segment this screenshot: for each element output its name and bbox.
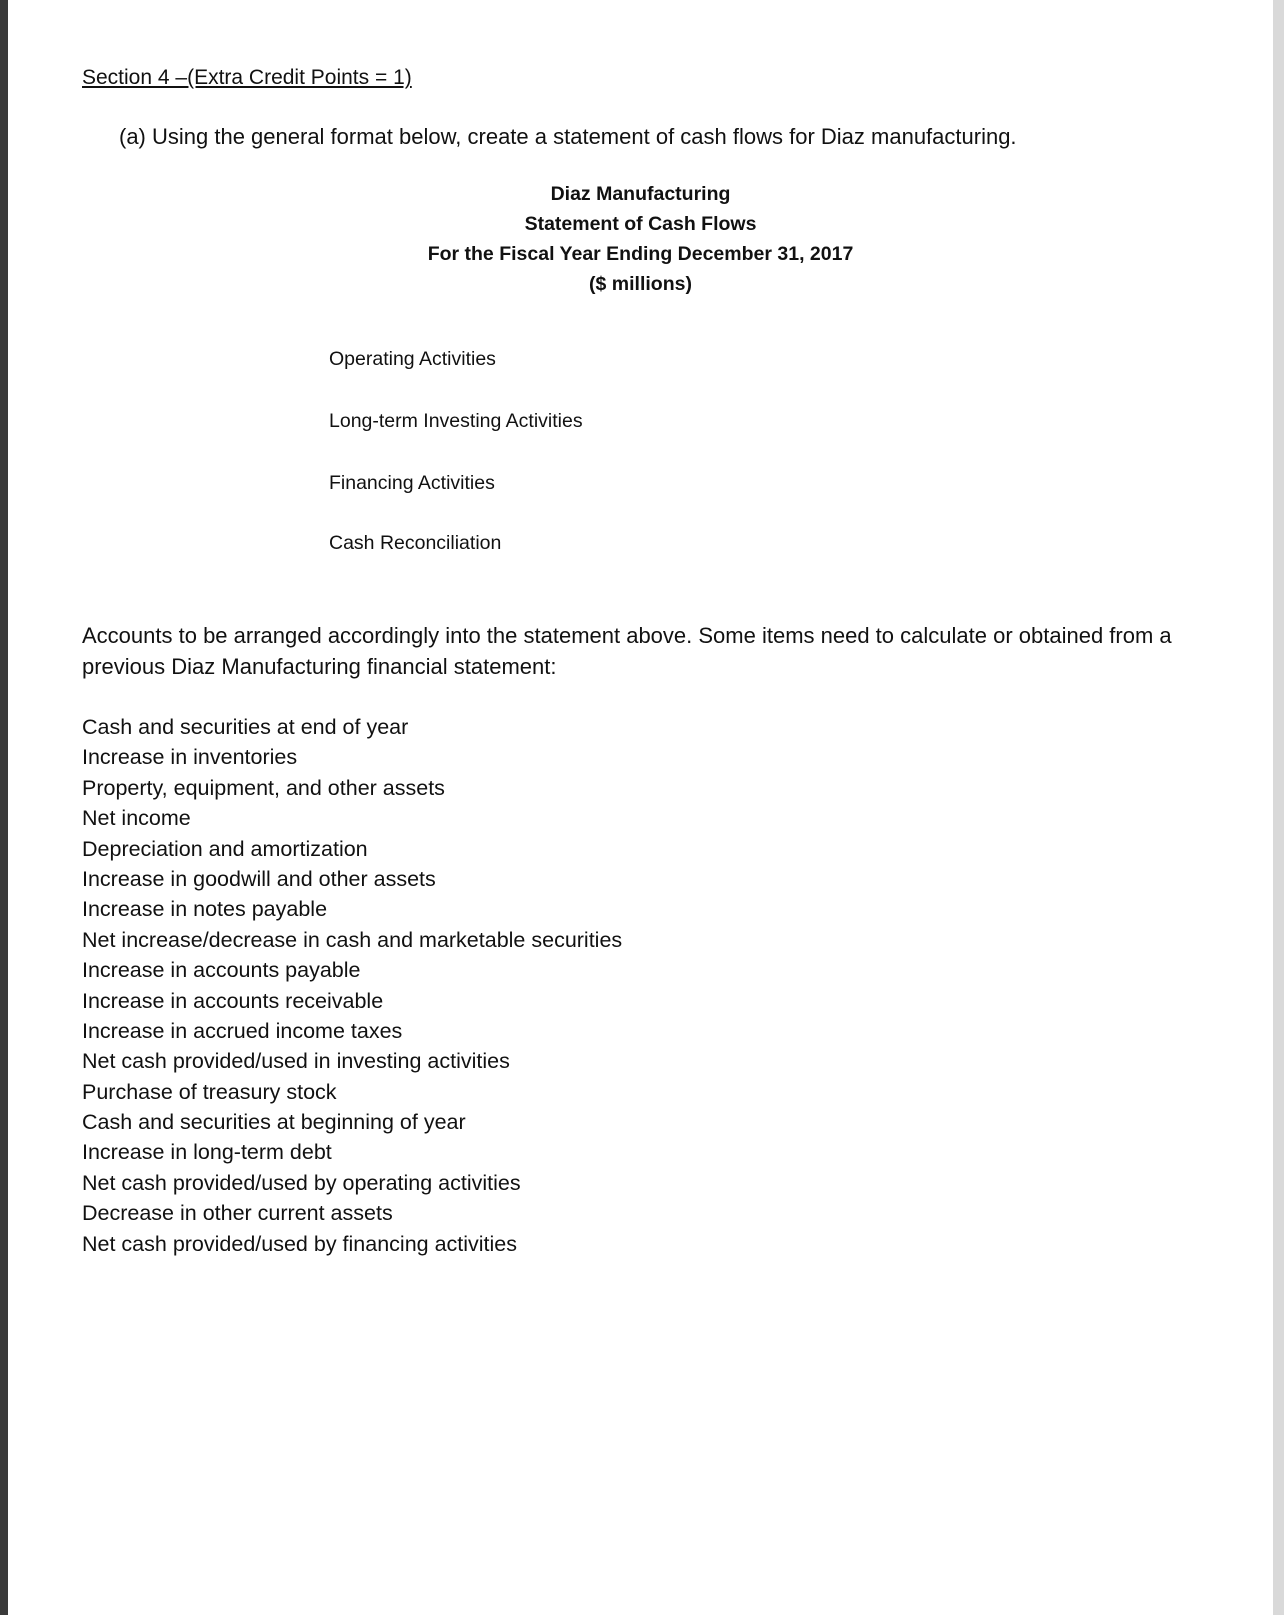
accounts-list <box>82 712 622 1259</box>
account-item: Increase in long-term debt <box>82 1140 332 1165</box>
section-operating-activities: Operating Activities <box>329 348 496 370</box>
account-item: Purchase of treasury stock <box>82 1079 337 1104</box>
page-edge <box>1273 0 1284 1615</box>
account-item: Increase in accounts receivable <box>82 988 384 1013</box>
account-item: Increase in accrued income taxes <box>82 1018 403 1043</box>
account-item: Depreciation and amortization <box>82 836 368 861</box>
statement-company: Diaz Manufacturing <box>550 183 731 205</box>
question-text: (a) Using the general format below, create a statement of cash flows for Diaz manufacturing. <box>119 124 1017 149</box>
account-item: Net cash provided/used by financing activities <box>82 1231 518 1256</box>
account-item: Increase in inventories <box>82 745 298 770</box>
account-item: Increase in accounts payable <box>82 958 361 983</box>
document-page <box>8 0 1274 1615</box>
account-item: Net income <box>82 806 191 831</box>
account-item: Cash and securities at beginning of year <box>82 1110 466 1135</box>
section-investing-activities: Long-term Investing Activities <box>329 410 583 432</box>
account-item: Cash and securities at end of year <box>82 715 409 739</box>
account-item: Increase in notes payable <box>82 897 328 922</box>
statement-title: Statement of Cash Flows <box>524 213 757 235</box>
account-item: Decrease in other current assets <box>82 1201 393 1226</box>
account-item: Net increase/decrease in cash and marketable securities <box>82 927 623 952</box>
statement-units: ($ millions) <box>589 273 692 295</box>
account-item: Net cash provided/used in investing activities <box>82 1049 510 1074</box>
section-financing-activities: Financing Activities <box>329 472 495 494</box>
account-item: Net cash provided/used by operating activities <box>82 1170 521 1195</box>
account-item: Increase in goodwill and other assets <box>82 866 436 891</box>
section-title: Section 4 –(Extra Credit Points = 1) <box>82 66 412 89</box>
account-item: Property, equipment, and other assets <box>82 775 445 800</box>
statement-period: For the Fiscal Year Ending December 31, 2017 <box>427 243 854 265</box>
section-cash-reconciliation: Cash Reconciliation <box>329 532 502 554</box>
instructions-paragraph: Accounts to be arranged accordingly into the statement above. Some items need to calculate or obtained from a previous Diaz Manufacturing financial statement: <box>82 623 1172 679</box>
